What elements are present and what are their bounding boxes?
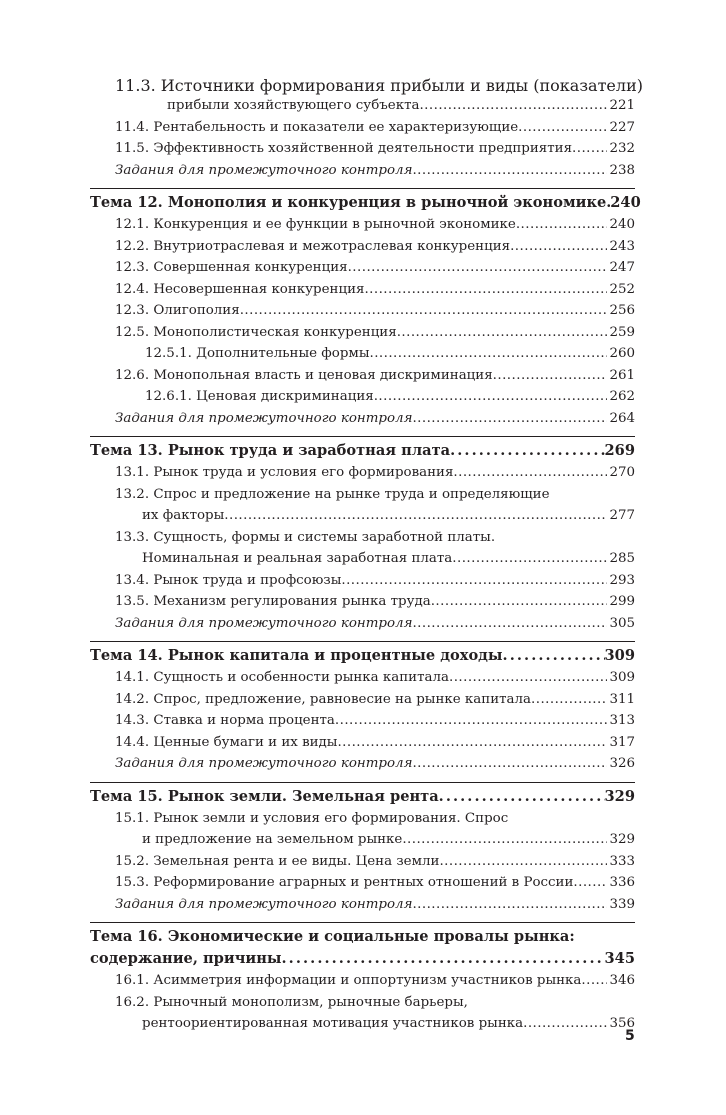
dot-leader	[581, 970, 607, 992]
toc-page-number: 247	[609, 260, 635, 275]
chapter-page-number: 240	[610, 194, 641, 211]
dot-leader	[341, 570, 607, 592]
toc-page-number: 261	[609, 367, 635, 383]
toc-page-number: 317	[609, 734, 635, 750]
dot-leader	[531, 689, 607, 711]
toc-chapter-heading	[90, 192, 641, 214]
dot-leader	[369, 343, 607, 365]
dot-leader	[419, 95, 607, 117]
toc-entry-assignments	[90, 894, 635, 916]
dot-leader	[337, 732, 607, 754]
toc-entry	[90, 732, 635, 754]
dot-leader	[412, 160, 607, 182]
toc-entry-text: 15.3. Реформирование аграрных и рентных отношений в России	[115, 875, 574, 890]
chapter-page-number: 345	[604, 950, 635, 967]
chapter-title: Тема 12. Монополия и конкуренция в рыночной экономике	[90, 194, 607, 211]
toc-entry	[90, 365, 635, 387]
toc-entry-text: 15.1. Рынок земли и условия его формирования. Спрос	[115, 810, 509, 826]
toc-page-number: 285	[609, 551, 635, 566]
toc-entry-text: 12.1. Конкуренция и ее функции в рыночной экономике	[115, 217, 516, 232]
toc-entry-assignments	[90, 753, 635, 775]
toc-page-number: 270	[609, 465, 635, 480]
toc-entry-assignments	[90, 160, 635, 182]
dot-leader	[412, 408, 607, 430]
chapter-title: Тема 15. Рынок земли. Земельная рента	[90, 787, 439, 805]
toc-entry	[90, 76, 643, 117]
toc-page-number: 305	[609, 615, 635, 631]
toc-entry	[90, 214, 635, 236]
dot-leader	[439, 786, 605, 808]
toc-page-number: 259	[609, 324, 635, 340]
toc-entry-text: 12.6. Монопольная власть и ценовая дискриминация	[115, 367, 493, 383]
toc-entry	[90, 872, 635, 894]
chapter-page-number: 269	[604, 442, 635, 459]
toc-entry-text: 13.4. Рынок труда и профсоюзы	[115, 572, 342, 588]
toc-entry-text: 11.5. Эффективность хозяйственной деятельности предприятия	[115, 141, 573, 156]
dot-leader	[402, 829, 607, 851]
toc-entry-text: и предложение на земельном рынке	[142, 832, 403, 847]
dot-leader	[431, 591, 608, 613]
chapter-title: содержание, причины	[90, 950, 282, 967]
dot-leader	[412, 753, 607, 775]
toc-entry-text: 13.2. Спрос и предложение на рынке труда и определяющие	[115, 486, 550, 502]
toc-entry-text: рентоориентированная мотивация участников рынка	[142, 1016, 524, 1031]
dot-leader	[452, 548, 607, 570]
toc-entry-text: 12.5. Монополистическая конкуренция	[115, 324, 397, 340]
toc-entry-text: 12.3. Совершенная конкуренция	[115, 260, 348, 275]
toc-entry-text: Задания для промежуточного контроля	[115, 896, 413, 912]
toc-subentry	[90, 386, 635, 408]
dot-leader	[348, 257, 608, 279]
divider	[90, 436, 635, 437]
divider	[90, 188, 635, 189]
toc-entry	[90, 667, 635, 689]
toc-entry-text: Номинальная и реальная заработная плата	[142, 551, 453, 566]
toc-page-number: 243	[609, 238, 635, 254]
toc-entry-text: Задания для промежуточного контроля	[115, 615, 413, 631]
toc-page-number: 264	[609, 410, 635, 426]
chapter-title: Тема 16. Экономические и социальные провалы рынка:	[90, 928, 575, 945]
dot-leader	[397, 322, 608, 344]
toc-page-number: 262	[609, 389, 635, 404]
toc-entry	[90, 117, 635, 139]
toc-entry	[90, 236, 635, 258]
dot-leader	[516, 214, 608, 236]
dot-leader	[364, 279, 607, 301]
toc-page-number: 260	[609, 346, 635, 361]
toc-page-number: 339	[609, 896, 635, 912]
chapter-page-number: 309	[604, 647, 635, 664]
toc-entry	[90, 322, 635, 344]
dot-leader	[439, 851, 607, 873]
toc-page-number: 333	[609, 853, 635, 869]
toc-entry	[90, 970, 635, 992]
toc-entry	[90, 484, 635, 527]
toc-entry	[90, 689, 635, 711]
toc-entry-text: 12.2. Внутриотраслевая и межотраслевая конкуренция	[115, 238, 511, 254]
toc-page-number: 311	[609, 691, 635, 707]
toc-entry	[90, 710, 635, 732]
toc-chapter-heading	[90, 645, 635, 667]
dot-leader	[374, 386, 608, 408]
toc-page-number: 299	[609, 594, 635, 609]
toc-entry-text: 15.2. Земельная рента и ее виды. Цена земли	[115, 853, 440, 869]
dot-leader	[240, 300, 608, 322]
chapter-title: Тема 14. Рынок капитала и процентные доходы	[90, 647, 503, 664]
dot-leader	[224, 505, 607, 527]
toc-entry-text: 14.2. Спрос, предложение, равновесие на рынке капитала	[115, 691, 532, 707]
toc-entry	[90, 527, 635, 570]
toc-entry-text: 16.1. Асимметрия информации и оппортунизм участников рынка	[115, 973, 582, 988]
dot-leader	[450, 440, 604, 462]
toc-page-number: 227	[609, 119, 635, 135]
dot-leader	[518, 117, 607, 139]
toc-page-number: 238	[609, 162, 635, 178]
toc-chapter-heading	[90, 786, 635, 808]
toc-entry	[90, 808, 635, 851]
toc-chapter-heading	[90, 440, 635, 462]
toc-page-number: 256	[609, 303, 635, 318]
toc-entry	[90, 300, 635, 322]
page-number: 5	[625, 1028, 635, 1044]
toc-entry	[90, 591, 635, 613]
toc-page-number: 313	[609, 713, 635, 728]
toc-entry-text: Задания для промежуточного контроля	[115, 162, 413, 178]
toc-entry-text: 12.4. Несовершенная конкуренция	[115, 281, 365, 297]
toc-page-number: 346	[609, 973, 635, 988]
dot-leader	[503, 645, 605, 667]
chapter-page-number: 329	[604, 787, 635, 805]
dot-leader	[335, 710, 608, 732]
toc-page-number: 277	[609, 508, 635, 523]
divider	[90, 922, 635, 923]
toc-page-number: 252	[609, 281, 635, 297]
dot-leader	[510, 236, 607, 258]
dot-leader	[493, 365, 608, 387]
dot-leader	[573, 872, 607, 894]
toc-entry	[90, 462, 635, 484]
toc-entry-text: 13.3. Сущность, формы и системы заработной платы.	[115, 529, 496, 545]
toc-entry	[90, 257, 635, 279]
dot-leader	[412, 613, 607, 635]
dot-leader	[412, 894, 607, 916]
toc-entry-assignments	[90, 613, 635, 635]
toc-page-number: 309	[609, 670, 635, 685]
toc-page-number: 232	[609, 141, 635, 156]
toc-page-number: 329	[609, 832, 635, 847]
toc-entry-text: 11.4. Рентабельность и показатели ее характеризующие	[115, 119, 519, 135]
toc-entry-text: 12.6.1. Ценовая дискриминация	[145, 389, 374, 404]
toc-page-number: 336	[609, 875, 635, 890]
toc-entry-text: Задания для промежуточного контроля	[115, 756, 413, 771]
toc-entry	[90, 570, 635, 592]
toc-page-number: 326	[609, 756, 635, 771]
toc-entry-text: 14.1. Сущность и особенности рынка капитала	[115, 670, 449, 685]
toc-entry	[90, 279, 635, 301]
toc-page-number: 221	[609, 98, 635, 113]
toc-entry	[90, 138, 635, 160]
dot-leader	[572, 138, 607, 160]
chapter-title: Тема 13. Рынок труда и заработная плата	[90, 442, 451, 459]
toc-entry-assignments	[90, 408, 635, 430]
divider	[90, 641, 635, 642]
toc-page-number: 356	[609, 1016, 635, 1031]
divider	[90, 782, 635, 783]
dot-leader	[523, 1013, 607, 1035]
toc-entry-text: 13.5. Механизм регулирования рынка труда	[115, 594, 431, 609]
toc-subentry	[90, 343, 635, 365]
toc-entry-text: Задания для промежуточного контроля	[115, 410, 413, 426]
toc-entry-text: их факторы	[142, 508, 225, 523]
toc-entry	[90, 992, 635, 1035]
toc-entry-text: 14.3. Ставка и норма процента	[115, 713, 335, 728]
toc-chapter-heading	[90, 926, 635, 970]
table-of-contents	[90, 76, 643, 1035]
dot-leader	[449, 667, 607, 689]
toc-entry-text: прибыли хозяйствующего субъекта	[167, 98, 420, 113]
dot-leader	[453, 462, 607, 484]
toc-entry-text: 13.1. Рынок труда и условия его формирования	[115, 465, 454, 480]
toc-entry-text: 16.2. Рыночный монополизм, рыночные барьеры,	[115, 994, 468, 1010]
toc-entry-text: 12.5.1. Дополнительные формы	[145, 346, 370, 361]
dot-leader	[282, 948, 605, 970]
toc-entry-text: 12.3. Олигополия	[115, 303, 240, 318]
toc-page-number: 293	[609, 572, 635, 588]
toc-entry-text: 14.4. Ценные бумаги и их виды	[115, 734, 338, 750]
toc-entry	[90, 851, 635, 873]
toc-entry-text: 11.3. Источники формирования прибыли и виды (показатели)	[115, 76, 643, 95]
toc-page-number: 240	[609, 217, 635, 232]
